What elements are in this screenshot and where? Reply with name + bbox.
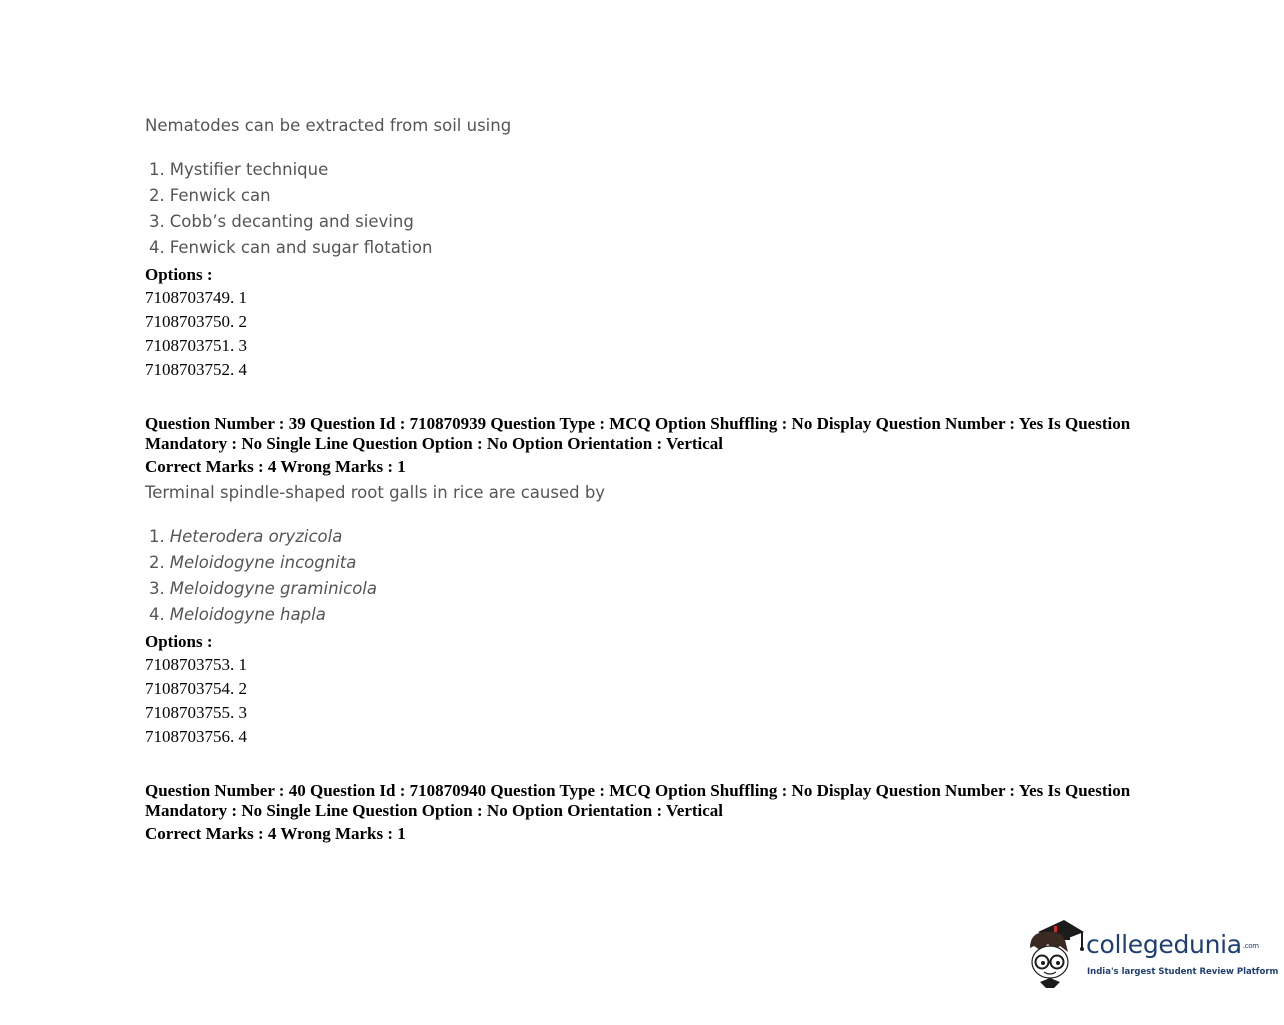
choice-item: 4. Meloidogyne hapla — [149, 605, 326, 624]
question-choices — [149, 524, 377, 628]
option-item: 7108703749. 1 — [145, 288, 247, 307]
question-meta — [145, 781, 1165, 820]
choice-item: 1. Mystifier technique — [149, 160, 329, 179]
student-mascot-icon — [1024, 918, 1086, 990]
option-item: 7108703756. 4 — [145, 727, 247, 746]
question-choices — [149, 157, 432, 261]
option-item: 7108703754. 2 — [145, 679, 247, 698]
choice-item: 2. Fenwick can — [149, 186, 271, 205]
choice-item: 3. Cobb’s decanting and sieving — [149, 212, 414, 231]
marks-info: Correct Marks : 4 Wrong Marks : 1 — [145, 824, 406, 843]
question-meta — [145, 414, 1165, 453]
marks-info: Correct Marks : 4 Wrong Marks : 1 — [145, 457, 406, 476]
question-text: Terminal spindle-shaped root galls in rice are caused by — [145, 483, 606, 502]
options-list — [145, 653, 247, 749]
choice-item: 4. Fenwick can and sugar flotation — [149, 238, 433, 257]
choice-item: 2. Meloidogyne incognita — [149, 553, 357, 572]
option-item: 7108703753. 1 — [145, 655, 247, 674]
question-meta-line: Mandatory : No Single Line Question Option : No Option Orientation : Vertical — [145, 800, 724, 820]
option-item: 7108703752. 4 — [145, 360, 247, 379]
question-meta-line: Question Number : 40 Question Id : 710870940 Question Type : MCQ Option Shuffling : No Display Question Number : Yes Is Question — [145, 781, 1131, 800]
option-item: 7108703750. 2 — [145, 312, 247, 331]
option-item: 7108703751. 3 — [145, 336, 247, 355]
question-meta-line: Mandatory : No Single Line Question Option : No Option Orientation : Vertical — [145, 433, 724, 453]
question-text: Nematodes can be extracted from soil using — [145, 116, 512, 135]
option-item: 7108703755. 3 — [145, 703, 247, 722]
options-list — [145, 286, 247, 382]
options-label: Options : — [145, 265, 213, 284]
choice-item: 1. Heterodera oryzicola — [149, 527, 343, 546]
collegedunia-logo — [1024, 918, 1279, 990]
logo-tagline: India's largest Student Review Platform — [1087, 967, 1279, 977]
options-label: Options : — [145, 632, 213, 651]
question-meta-line: Question Number : 39 Question Id : 710870939 Question Type : MCQ Option Shuffling : No Display Question Number : Yes Is Question — [145, 414, 1131, 433]
logo-wordmark: collegedunia.com — [1086, 930, 1259, 959]
choice-item: 3. Meloidogyne graminicola — [149, 579, 377, 598]
